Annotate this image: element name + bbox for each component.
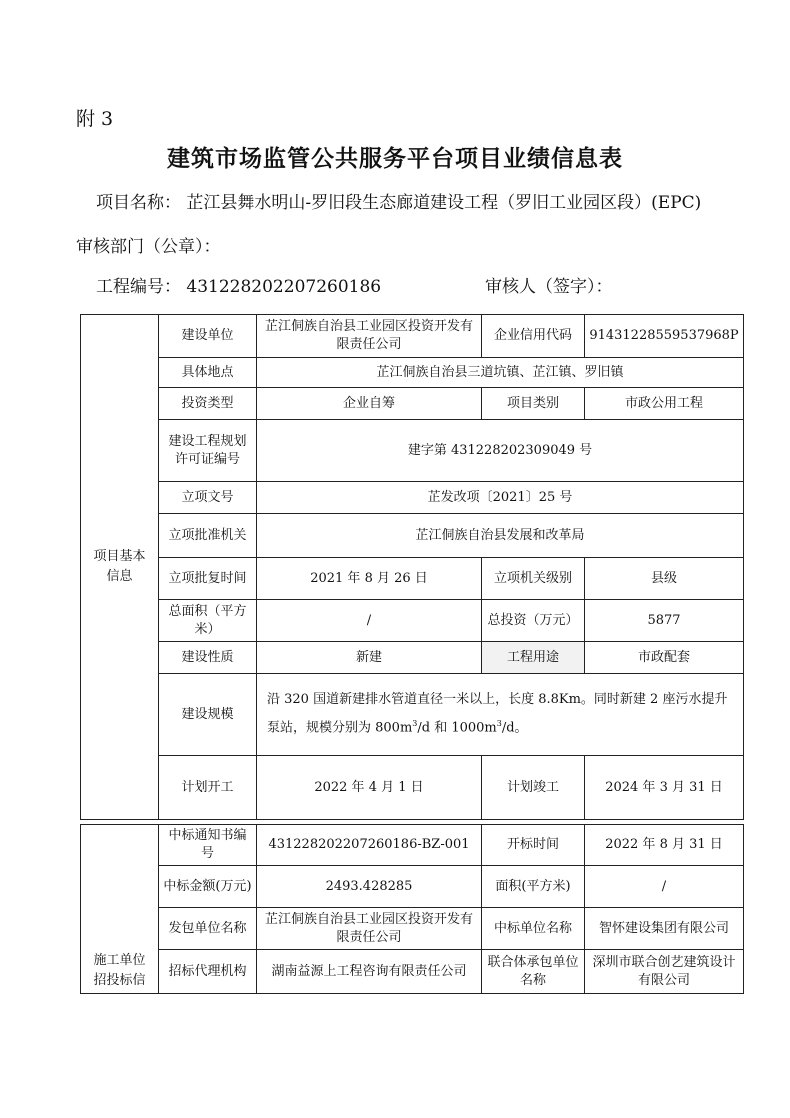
cell-label: 项目类别 — [482, 388, 585, 420]
cell-label: 总投资（万元） — [482, 600, 585, 642]
cell-label: 招标代理机构 — [159, 950, 257, 994]
cell-label: 企业信用代码 — [482, 315, 585, 358]
section-bid-label: 施工单位招投标信 — [81, 825, 159, 994]
cell-value: 建字第 431228202309049 号 — [257, 420, 744, 482]
attachment-label: 附 3 — [76, 108, 114, 130]
cell-value: 企业自筹 — [257, 388, 482, 420]
table-row — [81, 642, 744, 674]
reviewer-line: 审核人（签字）： — [485, 277, 613, 297]
bid-table — [80, 824, 744, 994]
cell-label: 立项机关级别 — [482, 558, 585, 600]
table-row — [81, 358, 744, 388]
cell-value: 县级 — [585, 558, 744, 600]
cell-value: 2024 年 3 月 31 日 — [585, 756, 744, 820]
cell-label: 建设工程规划许可证编号 — [159, 420, 257, 482]
cell-label: 立项批准机关 — [159, 514, 257, 558]
cell-label: 立项文号 — [159, 482, 257, 514]
cell-label: 建设性质 — [159, 642, 257, 674]
cell-value: 芷江侗族自治县发展和改革局 — [257, 514, 744, 558]
cell-value: 市政配套 — [585, 642, 744, 674]
cell-value: 芷发改项〔2021〕25 号 — [257, 482, 744, 514]
cell-value: 新建 — [257, 642, 482, 674]
cell-value-scale: 沿 320 国道新建排水管道直径一米以上，长度 8.8Km。同时新建 2 座污水提升泵站，规模分别为 $800m^3/d$ 和 $1000m^3/d$。 — [257, 674, 744, 756]
cell-value: 2022 年 4 月 1 日 — [257, 756, 482, 820]
table-row — [81, 674, 744, 756]
cell-label: 中标金额(万元) — [159, 866, 257, 908]
section-basic-label: 项目基本信息 — [81, 315, 159, 820]
cell-value: 智怀建设集团有限公司 — [585, 908, 744, 950]
table-row — [81, 315, 744, 358]
table-row — [81, 482, 744, 514]
cell-value: 5877 — [585, 600, 744, 642]
cell-value: 深圳市联合创艺建筑设计有限公司 — [585, 950, 744, 994]
cell-label: 工程用途 — [482, 642, 585, 674]
cell-label: 联合体承包单位名称 — [482, 950, 585, 994]
cell-value: 芷江侗族自治县工业园区投资开发有限责任公司 — [257, 315, 482, 358]
table-row — [81, 908, 744, 950]
cell-label: 计划竣工 — [482, 756, 585, 820]
cell-label: 计划开工 — [159, 756, 257, 820]
cell-value: 芷江侗族自治县工业园区投资开发有限责任公司 — [257, 908, 482, 950]
cell-value: 芷江侗族自治县三道坑镇、芷江镇、罗旧镇 — [257, 358, 744, 388]
cell-label: 具体地点 — [159, 358, 257, 388]
table-row — [81, 756, 744, 820]
cell-label: 立项批复时间 — [159, 558, 257, 600]
page-title: 建筑市场监管公共服务平台项目业绩信息表 — [167, 145, 623, 172]
cell-label: 面积(平方米) — [482, 866, 585, 908]
cell-value: 91431228559537968P — [585, 315, 744, 358]
table-row — [81, 558, 744, 600]
cell-label: 建设单位 — [159, 315, 257, 358]
cell-label: 中标单位名称 — [482, 908, 585, 950]
cell-value: 2021 年 8 月 26 日 — [257, 558, 482, 600]
project-no-line: 工程编号： 431228202207260186 — [96, 277, 382, 297]
cell-value: / — [257, 600, 482, 642]
cell-value: 2022 年 8 月 31 日 — [585, 825, 744, 866]
project-name-line: 项目名称： 芷江县舞水明山-罗旧段生态廊道建设工程（罗旧工业园区段）(EPC) — [96, 193, 702, 213]
table-row — [81, 950, 744, 994]
cell-value: 市政公用工程 — [585, 388, 744, 420]
cell-label: 中标通知书编号 — [159, 825, 257, 866]
cell-value: / — [585, 866, 744, 908]
cell-label: 建设规模 — [159, 674, 257, 756]
table-row — [81, 420, 744, 482]
table-row — [81, 600, 744, 642]
table-row — [81, 825, 744, 866]
table-row — [81, 514, 744, 558]
table-row — [81, 866, 744, 908]
review-dept-line: 审核部门（公章）： — [76, 237, 221, 257]
cell-label: 发包单位名称 — [159, 908, 257, 950]
cell-label: 总面积（平方米） — [159, 600, 257, 642]
info-table — [80, 314, 744, 820]
cell-value: 2493.428285 — [257, 866, 482, 908]
cell-value: 431228202207260186-BZ-001 — [257, 825, 482, 866]
cell-label: 投资类型 — [159, 388, 257, 420]
cell-value: 湖南益源上工程咨询有限责任公司 — [257, 950, 482, 994]
cell-label: 开标时间 — [482, 825, 585, 866]
table-row — [81, 388, 744, 420]
